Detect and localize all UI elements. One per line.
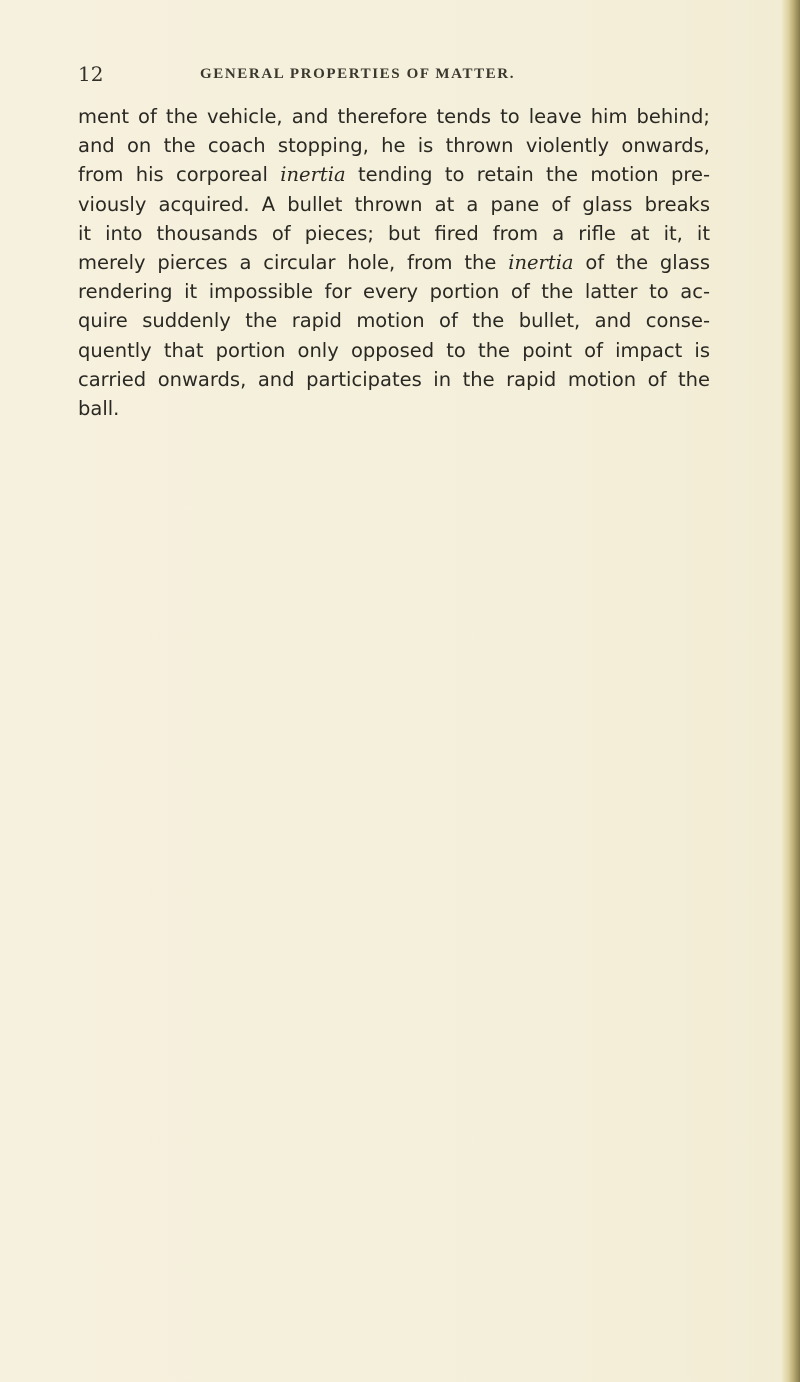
text-line: carried onwards, and participates in the rapid motion of the: [78, 367, 710, 391]
text-line: [78, 248, 710, 277]
page-header: [78, 62, 768, 90]
text-line: ment of the vehicle, and therefore tends to leave him behind;: [78, 105, 710, 128]
running-title: GENERAL PROPERTIES OF MATTER.: [200, 66, 516, 82]
text-line: quently that portion only opposed to the point of impact is: [78, 338, 710, 362]
text-run: merely pierces a circular hole, from the: [78, 251, 509, 275]
text-line: ball.: [78, 397, 120, 421]
text-run: of the glass: [573, 251, 710, 275]
italic-term: inertia: [280, 163, 346, 187]
text-line: quire suddenly the rapid motion of the bullet, and conse-: [78, 309, 710, 333]
page-edge-shadow: [782, 0, 800, 1382]
text-run: from his corporeal: [78, 163, 281, 187]
text-line: rendering it impossible for every portion of the latter to ac-: [78, 280, 710, 304]
text-line: it into thousands of pieces; but fired from a rifle at it, it: [78, 221, 710, 245]
text-line: viously acquired. A bullet thrown at a pane of glass breaks: [78, 192, 710, 216]
italic-term: inertia: [508, 251, 574, 275]
body-paragraph: [78, 102, 710, 423]
text-line: [78, 160, 710, 189]
text-run: tending to retain the motion pre-: [345, 163, 710, 187]
text-line: and on the coach stopping, he is thrown violently onwards,: [78, 134, 710, 158]
page-number: 12: [78, 62, 104, 86]
